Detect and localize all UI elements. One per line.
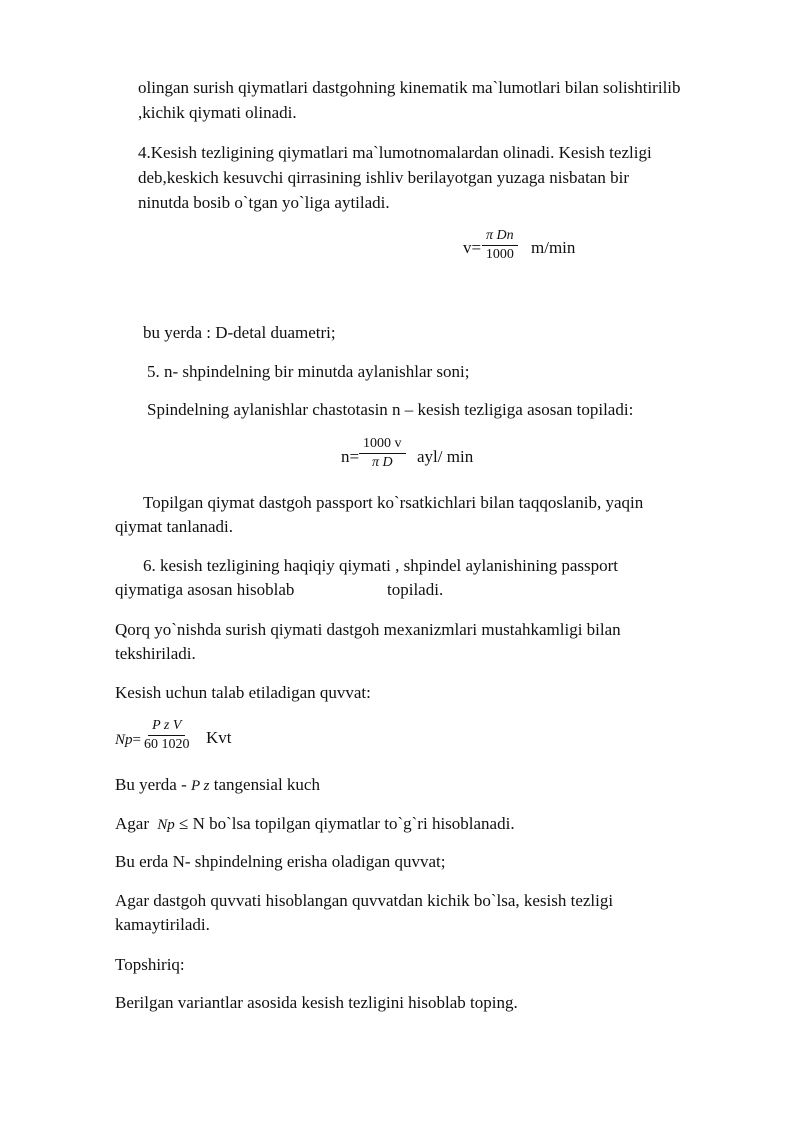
para7-symbol: P z bbox=[191, 778, 210, 794]
formula-n-denominator: π D bbox=[371, 455, 393, 470]
para5-line2: tekshiriladi. bbox=[115, 644, 196, 663]
definition-n: 5. n- shpindelning bir minutda aylanishlar soni; bbox=[147, 362, 470, 381]
formula-np-symbol: Np bbox=[115, 732, 133, 748]
para7 bbox=[115, 772, 320, 799]
para10-line1: Agar dastgoh quvvati hisoblangan quvvatdan kichik bo`lsa, kesish tezligi bbox=[115, 891, 614, 910]
formula-n-unit: ayl/ min bbox=[417, 447, 474, 466]
para2-line3: ninutda bosib o`tgan yo`liga aytiladi. bbox=[138, 193, 390, 212]
para11-heading: Topshiriq: bbox=[115, 955, 185, 974]
para4-line2b: topiladi. bbox=[387, 580, 444, 599]
para7-prefix: Bu yerda - bbox=[115, 775, 187, 794]
para10-line2: kamaytiriladi. bbox=[115, 915, 210, 934]
formula-n-numerator: 1000 v bbox=[359, 437, 406, 454]
para2-line1: 4.Kesish tezligining qiymatlari ma`lumotnomalardan olinadi. Kesish tezligi bbox=[138, 143, 652, 162]
formula-np-lhs bbox=[115, 726, 141, 753]
formula-np-numerator: P z V bbox=[148, 719, 185, 736]
definition-spindle: Spindelning aylanishlar chastotasin n – kesish tezligiga asosan topiladi: bbox=[147, 400, 634, 419]
para8-prefix: Agar bbox=[115, 814, 149, 833]
formula-v-numerator: π Dn bbox=[482, 229, 518, 246]
para3-line2: qiymat tanlanadi. bbox=[115, 517, 234, 536]
formula-np-denominator: 60 1020 bbox=[144, 737, 190, 752]
para1-line2: ,kichik qiymati olinadi. bbox=[138, 103, 297, 122]
formula-n-fraction bbox=[359, 437, 406, 470]
formula-v-fraction bbox=[482, 229, 518, 262]
para6: Kesish uchun talab etiladigan quvvat: bbox=[115, 683, 371, 702]
para1-line1: olingan surish qiymatlari dastgohning kinematik ma`lumotlari bilan solishtirilib bbox=[138, 78, 681, 97]
formula-np-fraction bbox=[144, 719, 190, 752]
para2-line2: deb,keskich kesuvchi qirrasining ishliv berilayotgan yuzaga nisbatan bir bbox=[138, 168, 629, 187]
para8 bbox=[115, 811, 515, 838]
para8-suffix: ≤ N bo`lsa topilgan qiymatlar to`g`ri hisoblanadi. bbox=[179, 814, 515, 833]
para7-suffix: tangensial kuch bbox=[213, 775, 320, 794]
formula-v-lhs: v= bbox=[463, 238, 482, 257]
para9: Bu erda N- shpindelning erisha oladigan quvvat; bbox=[115, 852, 446, 871]
para4-line2a: qiymatiga asosan hisoblab bbox=[115, 580, 295, 599]
para8-symbol: Np bbox=[157, 817, 175, 833]
definition-d: bu yerda : D-detal duametri; bbox=[143, 323, 336, 342]
formula-v-unit: m/min bbox=[531, 238, 576, 257]
formula-np-equals: = bbox=[132, 732, 141, 748]
formula-np-unit: Kvt bbox=[206, 728, 232, 747]
para12: Berilgan variantlar asosida kesish tezligini hisoblab toping. bbox=[115, 993, 518, 1012]
para5-line1: Qorq yo`nishda surish qiymati dastgoh mexanizmlari mustahkamligi bilan bbox=[115, 620, 621, 639]
para3-line1: Topilgan qiymat dastgoh passport ko`rsatkichlari bilan taqqoslanib, yaqin bbox=[143, 493, 644, 512]
formula-n-lhs: n= bbox=[341, 447, 360, 466]
formula-v-denominator: 1000 bbox=[485, 247, 514, 262]
para4-line1: 6. kesish tezligining haqiqiy qiymati , shpindel aylanishining passport bbox=[143, 556, 619, 575]
